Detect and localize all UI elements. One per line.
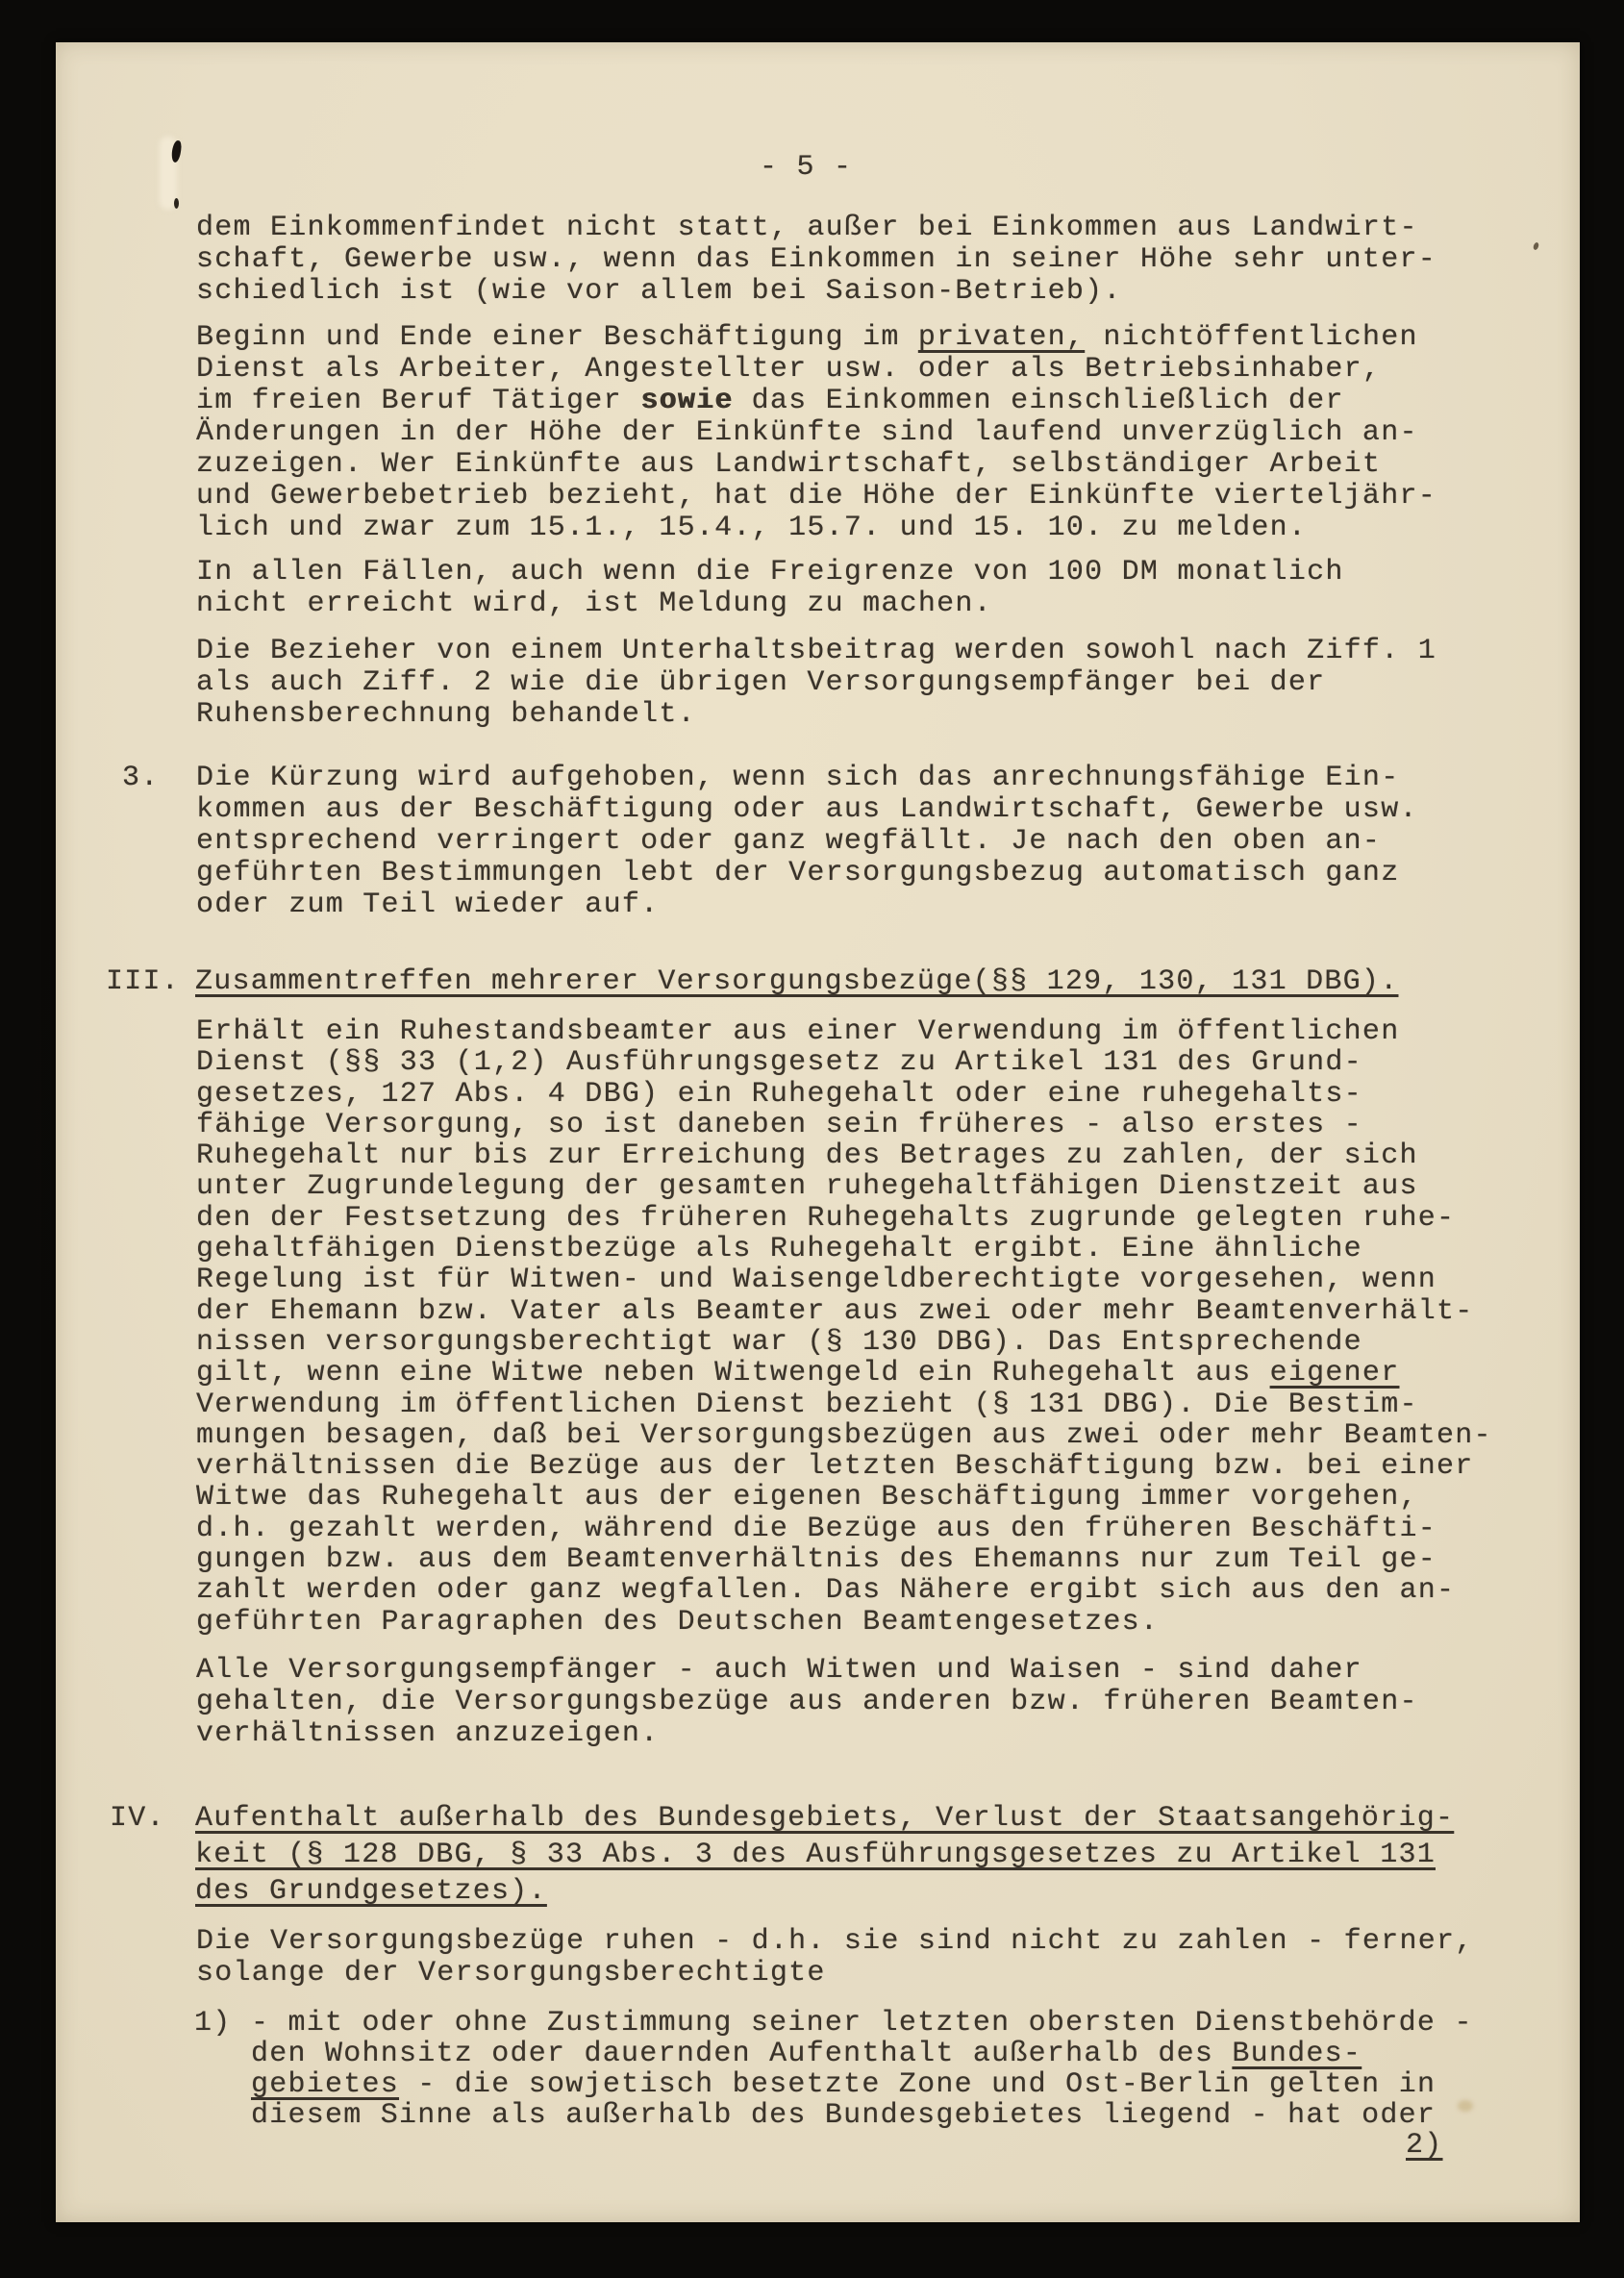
text-line: solange der Versorgungsberechtigte	[196, 1957, 826, 1990]
document-page	[56, 42, 1580, 2222]
section-marker: III.	[106, 965, 181, 998]
section-marker: 3.	[122, 762, 160, 794]
text-line: und Gewerbebetrieb bezieht, hat die Höhe der Einkünfte vierteljähr-	[196, 480, 1437, 513]
text-line: keit (§ 128 DBG, § 33 Abs. 3 des Ausführungsgesetzes zu Artikel 131	[195, 1839, 1436, 1871]
text-line: im freien Beruf Tätiger sowie das Einkommen einschließlich der	[196, 385, 1344, 417]
employment-report-paragraph	[56, 322, 1580, 544]
text-line: schaft, Gewerbe usw., wenn das Einkommen in seiner Höhe sehr unter-	[196, 243, 1437, 276]
text-line: Ruhensberechnung behandelt.	[196, 698, 696, 731]
text-line: Zusammentreffen mehrerer Versorgungsbezüge(§§ 129, 130, 131 DBG).	[195, 965, 1399, 998]
text-line: diesem Sinne als außerhalb des Bundesgebietes liegend - hat oder	[251, 2099, 1437, 2132]
text-line: Dienst als Arbeiter, Angestellter usw. oder als Betriebsinhaber,	[196, 353, 1382, 386]
text-line: Verwendung im öffentlichen Dienst bezieht (§ 131 DBG). Die Bestim-	[196, 1388, 1418, 1421]
text-line: fähige Versorgung, so ist daneben sein früheres - also erstes -	[196, 1108, 1362, 1141]
income-offset-paragraph	[56, 213, 1580, 308]
text-line: Alle Versorgungsempfänger - auch Witwen und Waisen - sind daher	[196, 1654, 1362, 1687]
footnote-marker: 2)	[1406, 2129, 1443, 2162]
text-line: Beginn und Ende einer Beschäftigung im privaten, nichtöffentlichen	[196, 321, 1418, 354]
text-line: dem Einkommenfindet nicht statt, außer bei Einkommen aus Landwirt-	[196, 212, 1418, 244]
text-line: Regelung ist für Witwen- und Waisengeldberechtigte vorgesehen, wenn	[196, 1264, 1437, 1297]
text-line: verhältnissen die Bezüge aus der letzten Beschäftigung bzw. bei einer	[196, 1450, 1474, 1484]
text-line: den der Festsetzung des früheren Ruhegehalts zugrunde gelegten ruhe-	[196, 1201, 1456, 1235]
text-line: d.h. gezahlt werden, während die Bezüge aus den früheren Beschäfti-	[196, 1512, 1437, 1545]
text-line: zuzeigen. Wer Einkünfte aus Landwirtschaft, selbständiger Arbeit	[196, 448, 1382, 481]
text-line: lich und zwar zum 15.1., 15.4., 15.7. und 15. 10. zu melden.	[196, 512, 1308, 544]
section-iv-intro-paragraph	[56, 1926, 1580, 1990]
text-line: gungen bzw. aus dem Beamtenverhältnis des Ehemanns nur zum Teil ge-	[196, 1543, 1437, 1577]
section-marker: 1)	[194, 2007, 232, 2040]
section-marker: IV.	[110, 1802, 165, 1835]
unterhaltsbeitrag-paragraph	[56, 636, 1580, 731]
text-line: der Ehemann bzw. Vater als Beamter aus zwei oder mehr Beamtenverhält-	[196, 1294, 1474, 1328]
text-line: gilt, wenn eine Witwe neben Witwengeld ein Ruhegehalt aus eigener	[196, 1357, 1400, 1390]
text-line: zahlt werden oder ganz wegfallen. Das Nähere ergibt sich aus den an-	[196, 1574, 1456, 1608]
text-line: gebietes - die sowjetisch besetzte Zone und Ost-Berlin gelten in	[251, 2068, 1437, 2101]
text-line: Die Versorgungsbezüge ruhen - d.h. sie sind nicht zu zahlen - ferner,	[196, 1925, 1474, 1958]
text-line: kommen aus der Beschäftigung oder aus Landwirtschaft, Gewerbe usw.	[196, 793, 1418, 826]
alle-versorgungsempfaenger-paragraph	[56, 1655, 1580, 1750]
text-line: oder zum Teil wieder auf.	[196, 889, 660, 921]
section-iii-paragraph	[56, 1016, 1580, 1638]
text-line: nissen versorgungsberechtigt war (§ 130 DBG). Das Entsprechende	[196, 1325, 1362, 1359]
page-number: - 5 -	[760, 151, 853, 184]
text-line: Aufenthalt außerhalb des Bundesgebiets, Verlust der Staatsangehörig-	[195, 1802, 1455, 1835]
text-line: Ruhegehalt nur bis zur Erreichung des Betrages zu zahlen, der sich	[196, 1139, 1418, 1173]
text-line: gehalten, die Versorgungsbezüge aus anderen bzw. früheren Beamten-	[196, 1686, 1418, 1718]
text-line: Die Kürzung wird aufgehoben, wenn sich das anrechnungsfähige Ein-	[196, 762, 1400, 794]
text-line: des Grundgesetzes).	[195, 1875, 547, 1908]
text-line: Dienst (§§ 33 (1,2) Ausführungsgesetz zu Artikel 131 des Grund-	[196, 1046, 1362, 1080]
text-line: als auch Ziff. 2 wie die übrigen Versorgungsempfänger bei der	[196, 666, 1326, 699]
section-iv-heading	[56, 1800, 1580, 1910]
text-line: In allen Fällen, auch wenn die Freigrenze von 100 DM monatlich	[196, 556, 1344, 588]
text-line: schiedlich ist (wie vor allem bei Saison-Betrieb).	[196, 275, 1122, 308]
section-iii-heading	[56, 966, 1580, 998]
document-body	[56, 42, 1580, 2222]
text-line: Erhält ein Ruhestandsbeamter aus einer Verwendung im öffentlichen	[196, 1015, 1400, 1048]
text-line: Änderungen in der Höhe der Einkünfte sind laufend unverzüglich an-	[196, 416, 1418, 449]
text-line: geführten Bestimmungen lebt der Versorgungsbezug automatisch ganz	[196, 857, 1400, 889]
text-line: nicht erreicht wird, ist Meldung zu machen.	[196, 588, 992, 620]
text-line: den Wohnsitz oder dauernden Aufenthalt außerhalb des Bundes-	[251, 2038, 1362, 2070]
item-3-paragraph	[56, 763, 1580, 921]
text-line: Witwe das Ruhegehalt aus der eigenen Beschäftigung immer vorgehen,	[196, 1481, 1418, 1514]
freigrenze-paragraph	[56, 557, 1580, 620]
text-line: entsprechend verringert oder ganz wegfällt. Je nach den oben an-	[196, 825, 1382, 858]
text-line: unter Zugrundelegung der gesamten ruhegehaltfähigen Dienstzeit aus	[196, 1170, 1418, 1204]
text-line: geführten Paragraphen des Deutschen Beamtengesetzes.	[196, 1605, 1160, 1639]
item-1-paragraph	[56, 2008, 1580, 2131]
text-line: mungen besagen, daß bei Versorgungsbezügen aus zwei oder mehr Beamten-	[196, 1418, 1492, 1452]
text-line: Die Bezieher von einem Unterhaltsbeitrag werden sowohl nach Ziff. 1	[196, 635, 1437, 667]
text-line: - mit oder ohne Zustimmung seiner letzten obersten Dienstbehörde -	[251, 2007, 1473, 2040]
text-line: gehaltfähigen Dienstbezüge als Ruhegehalt ergibt. Eine ähnliche	[196, 1233, 1362, 1266]
text-line: gesetzes, 127 Abs. 4 DBG) ein Ruhegehalt oder eine ruhegehalts-	[196, 1077, 1362, 1111]
text-line: verhältnissen anzuzeigen.	[196, 1717, 660, 1750]
